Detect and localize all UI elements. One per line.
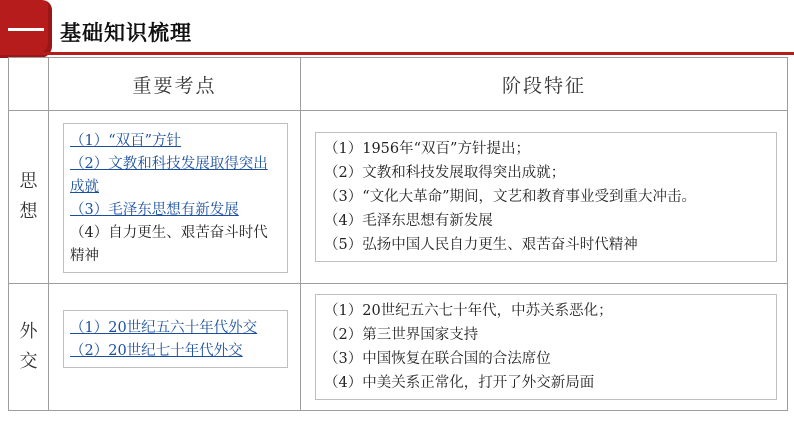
stage-features-cell xyxy=(301,111,788,284)
feature-line: （3）“文化大革命”期间，文艺和教育事业受到重大冲击。 xyxy=(324,189,697,205)
feature-line: （2）第三世界国家支持 xyxy=(324,327,479,343)
key-point-link[interactable]: （2）文教和科技发展取得突出成就 xyxy=(70,156,268,195)
category-char: 交 xyxy=(19,351,38,372)
knowledge-table xyxy=(8,57,788,411)
column-header-stage-features: 阶段特征 xyxy=(301,58,788,111)
key-point-link[interactable]: （1）20世纪五六十年代外交 xyxy=(70,320,258,336)
table-row-thought xyxy=(9,111,788,284)
key-point-link[interactable]: （1）“双百”方针 xyxy=(70,133,182,149)
feature-line: （4）毛泽东思想有新发展 xyxy=(324,213,493,229)
category-char: 思 xyxy=(19,171,38,192)
feature-line: （4）中美关系正常化，打开了外交新局面 xyxy=(324,375,595,391)
key-point-link[interactable]: （2）20世纪七十年代外交 xyxy=(70,343,243,359)
key-points-cell xyxy=(49,284,301,411)
feature-line: （1）20世纪五六七十年代，中苏关系恶化； xyxy=(324,303,613,319)
dash-icon xyxy=(8,28,44,31)
column-header-key-points: 重要考点 xyxy=(49,58,301,111)
category-cell xyxy=(9,284,49,411)
feature-line: （5）弘扬中国人民自力更生、艰苦奋斗时代精神 xyxy=(324,237,638,253)
section-number-badge xyxy=(0,0,52,58)
feature-line: （3）中国恢复在联合国的合法席位 xyxy=(324,351,551,367)
category-char: 想 xyxy=(19,201,38,222)
table-header-row xyxy=(9,58,788,111)
header-divider xyxy=(0,52,794,55)
feature-line: （2）文教和科技发展取得突出成就； xyxy=(324,165,566,181)
key-point-text: （4）自力更生、艰苦奋斗时代精神 xyxy=(70,225,268,264)
category-char: 外 xyxy=(19,321,38,342)
key-points-cell xyxy=(49,111,301,284)
key-point-link[interactable]: （3）毛泽东思想有新发展 xyxy=(70,202,239,218)
page-title: 基础知识梳理 xyxy=(60,21,192,45)
column-header-category xyxy=(9,58,49,111)
table-row-diplomacy xyxy=(9,284,788,411)
stage-features-cell xyxy=(301,284,788,411)
category-cell xyxy=(9,111,49,284)
feature-line: （1）1956年“双百”方针提出； xyxy=(324,141,530,157)
